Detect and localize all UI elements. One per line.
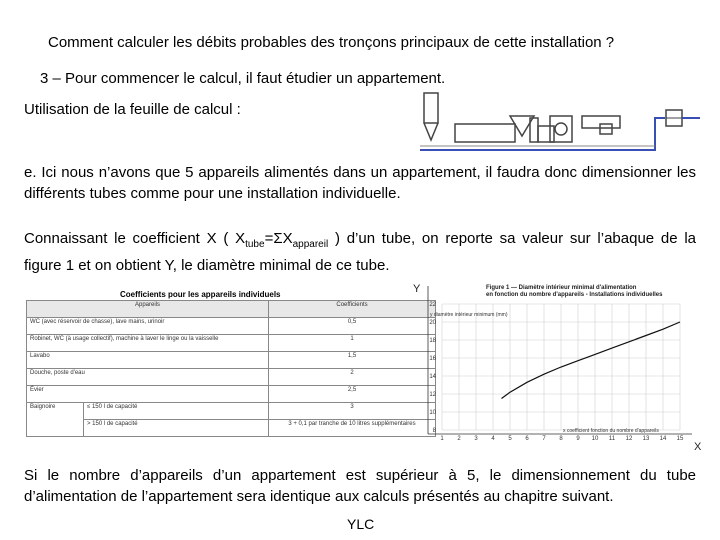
table-row xyxy=(27,369,436,386)
table-row xyxy=(27,386,436,403)
x-tick-label: 11 xyxy=(608,436,616,442)
table-row xyxy=(27,352,436,369)
coef-value: 2,5 xyxy=(269,386,436,403)
x-tick-label: 2 xyxy=(457,436,461,442)
p2-text-before: Connaissant le coefficient X ( X xyxy=(24,230,246,247)
x-tick-label: 8 xyxy=(559,436,563,442)
step-heading: 3 – Pour commencer le calcul, il faut étudier un appartement. xyxy=(40,70,446,87)
table-row xyxy=(27,335,436,352)
x-tick-label: 12 xyxy=(625,436,633,442)
p2-sub-appareil: appareil xyxy=(292,239,329,250)
x-tick-label: 6 xyxy=(525,436,529,442)
x-tick-label: 13 xyxy=(642,436,650,442)
chart-x-annotation: x coefficient fonction du nombre d'appareils xyxy=(563,428,659,434)
signature: YLC xyxy=(347,516,375,532)
table-row xyxy=(27,318,436,335)
y-tick-label: 14 xyxy=(429,374,436,380)
x-tick-label: 3 xyxy=(474,436,478,442)
paragraph-intro: e. Ici nous n’avons que 5 appareils alimentés dans un appartement, il faudra donc dimensionner les différents tubes comme pour une installation individuelle. xyxy=(24,164,696,202)
x-tick-label: 14 xyxy=(659,436,667,442)
chart-x-label: X xyxy=(694,441,702,452)
coef-label: Lavabo xyxy=(27,352,269,369)
coef-value: 1,5 xyxy=(269,352,436,369)
paragraph-coefficient xyxy=(24,228,696,276)
sink-tap-icon xyxy=(600,124,612,134)
x-tick-label: 1 xyxy=(440,436,444,442)
bathtub-icon xyxy=(455,124,515,142)
coef-table xyxy=(26,300,436,437)
y-tick-label: 16 xyxy=(429,356,436,362)
installation-diagram xyxy=(410,88,710,156)
chart-title-line: en fonction du nombre d'appareils - Installations individuelles xyxy=(486,292,663,298)
x-tick-label: 9 xyxy=(576,436,580,442)
sink-icon xyxy=(582,116,620,128)
boiler-icon xyxy=(424,93,438,123)
coef-sublabel: > 150 l de capacité xyxy=(84,420,269,437)
page-title: Comment calculer les débits probables des tronçons principaux de cette installation ? xyxy=(48,34,615,51)
y-tick-label: 10 xyxy=(429,410,436,416)
supply-pipe xyxy=(420,118,665,150)
y-tick-label: 20 xyxy=(429,320,436,326)
coef-value: 2 xyxy=(269,369,436,386)
coef-value: 3 xyxy=(269,403,436,420)
coef-value: 0,5 xyxy=(269,318,436,335)
y-tick-label: 12 xyxy=(429,392,436,398)
chart-title xyxy=(486,285,663,298)
paragraph-conclusion: Si le nombre d’appareils d’un appartement est supérieur à 5, le dimensionnement du tube d’alimentation de l’appartement sera identique aux calculs présentés au chapitre suivant. xyxy=(24,467,696,505)
x-tick-label: 15 xyxy=(676,436,684,442)
series-line xyxy=(502,322,681,399)
y-tick-label: 8 xyxy=(432,428,436,434)
coef-label: Robinet, WC (à usage collectif), machine à laver le linge ou la vaisselle xyxy=(27,335,269,352)
coef-value: 1 xyxy=(269,335,436,352)
x-tick-label: 5 xyxy=(508,436,512,442)
table-row xyxy=(27,420,436,437)
coef-label: Douche, poste d'eau xyxy=(27,369,269,386)
x-tick-label: 10 xyxy=(591,436,599,442)
y-tick-label: 18 xyxy=(429,338,436,344)
p2-text-after: ) d’un tube, on reporte sa valeur sur l’abaque de la figure 1 et on obtient Y, le diamètre minimal de ce tube. xyxy=(24,230,696,274)
boiler-funnel-icon xyxy=(424,123,438,140)
coef-label: WC (avec réservoir de chasse), lave mains, urinoir xyxy=(27,318,269,335)
coef-label: Baignoire xyxy=(27,403,84,437)
chart-y-label: Y xyxy=(413,283,421,295)
coef-label: Évier xyxy=(27,386,269,403)
x-tick-label: 7 xyxy=(542,436,546,442)
coef-table-title: Coefficients pour les appareils individuels xyxy=(120,290,281,299)
p2-sub-tube: tube xyxy=(245,239,265,250)
washing-machine-drum-icon xyxy=(555,123,567,135)
coef-sublabel: ≤ 150 l de capacité xyxy=(84,403,269,420)
coef-header-appareils: Appareils xyxy=(27,301,269,318)
x-tick-label: 4 xyxy=(491,436,495,442)
coef-value: 3 + 0,1 par tranche de 10 litres supplémentaires xyxy=(269,420,436,437)
coef-header-coefficients: Coefficients xyxy=(269,301,436,318)
chart-title-line: Figure 1 — Diamètre intérieur minimal d'alimentation xyxy=(486,285,637,291)
usage-label: Utilisation de la feuille de calcul : xyxy=(24,101,241,118)
p2-text-mid: =ΣX xyxy=(264,230,293,247)
table-row xyxy=(27,403,436,420)
chart-y-annotation: y diamètre intérieur minimum (mm) xyxy=(430,312,508,318)
wc-bowl-icon xyxy=(538,126,554,142)
y-tick-label: 22 xyxy=(429,302,436,308)
abaque-chart xyxy=(408,280,708,452)
